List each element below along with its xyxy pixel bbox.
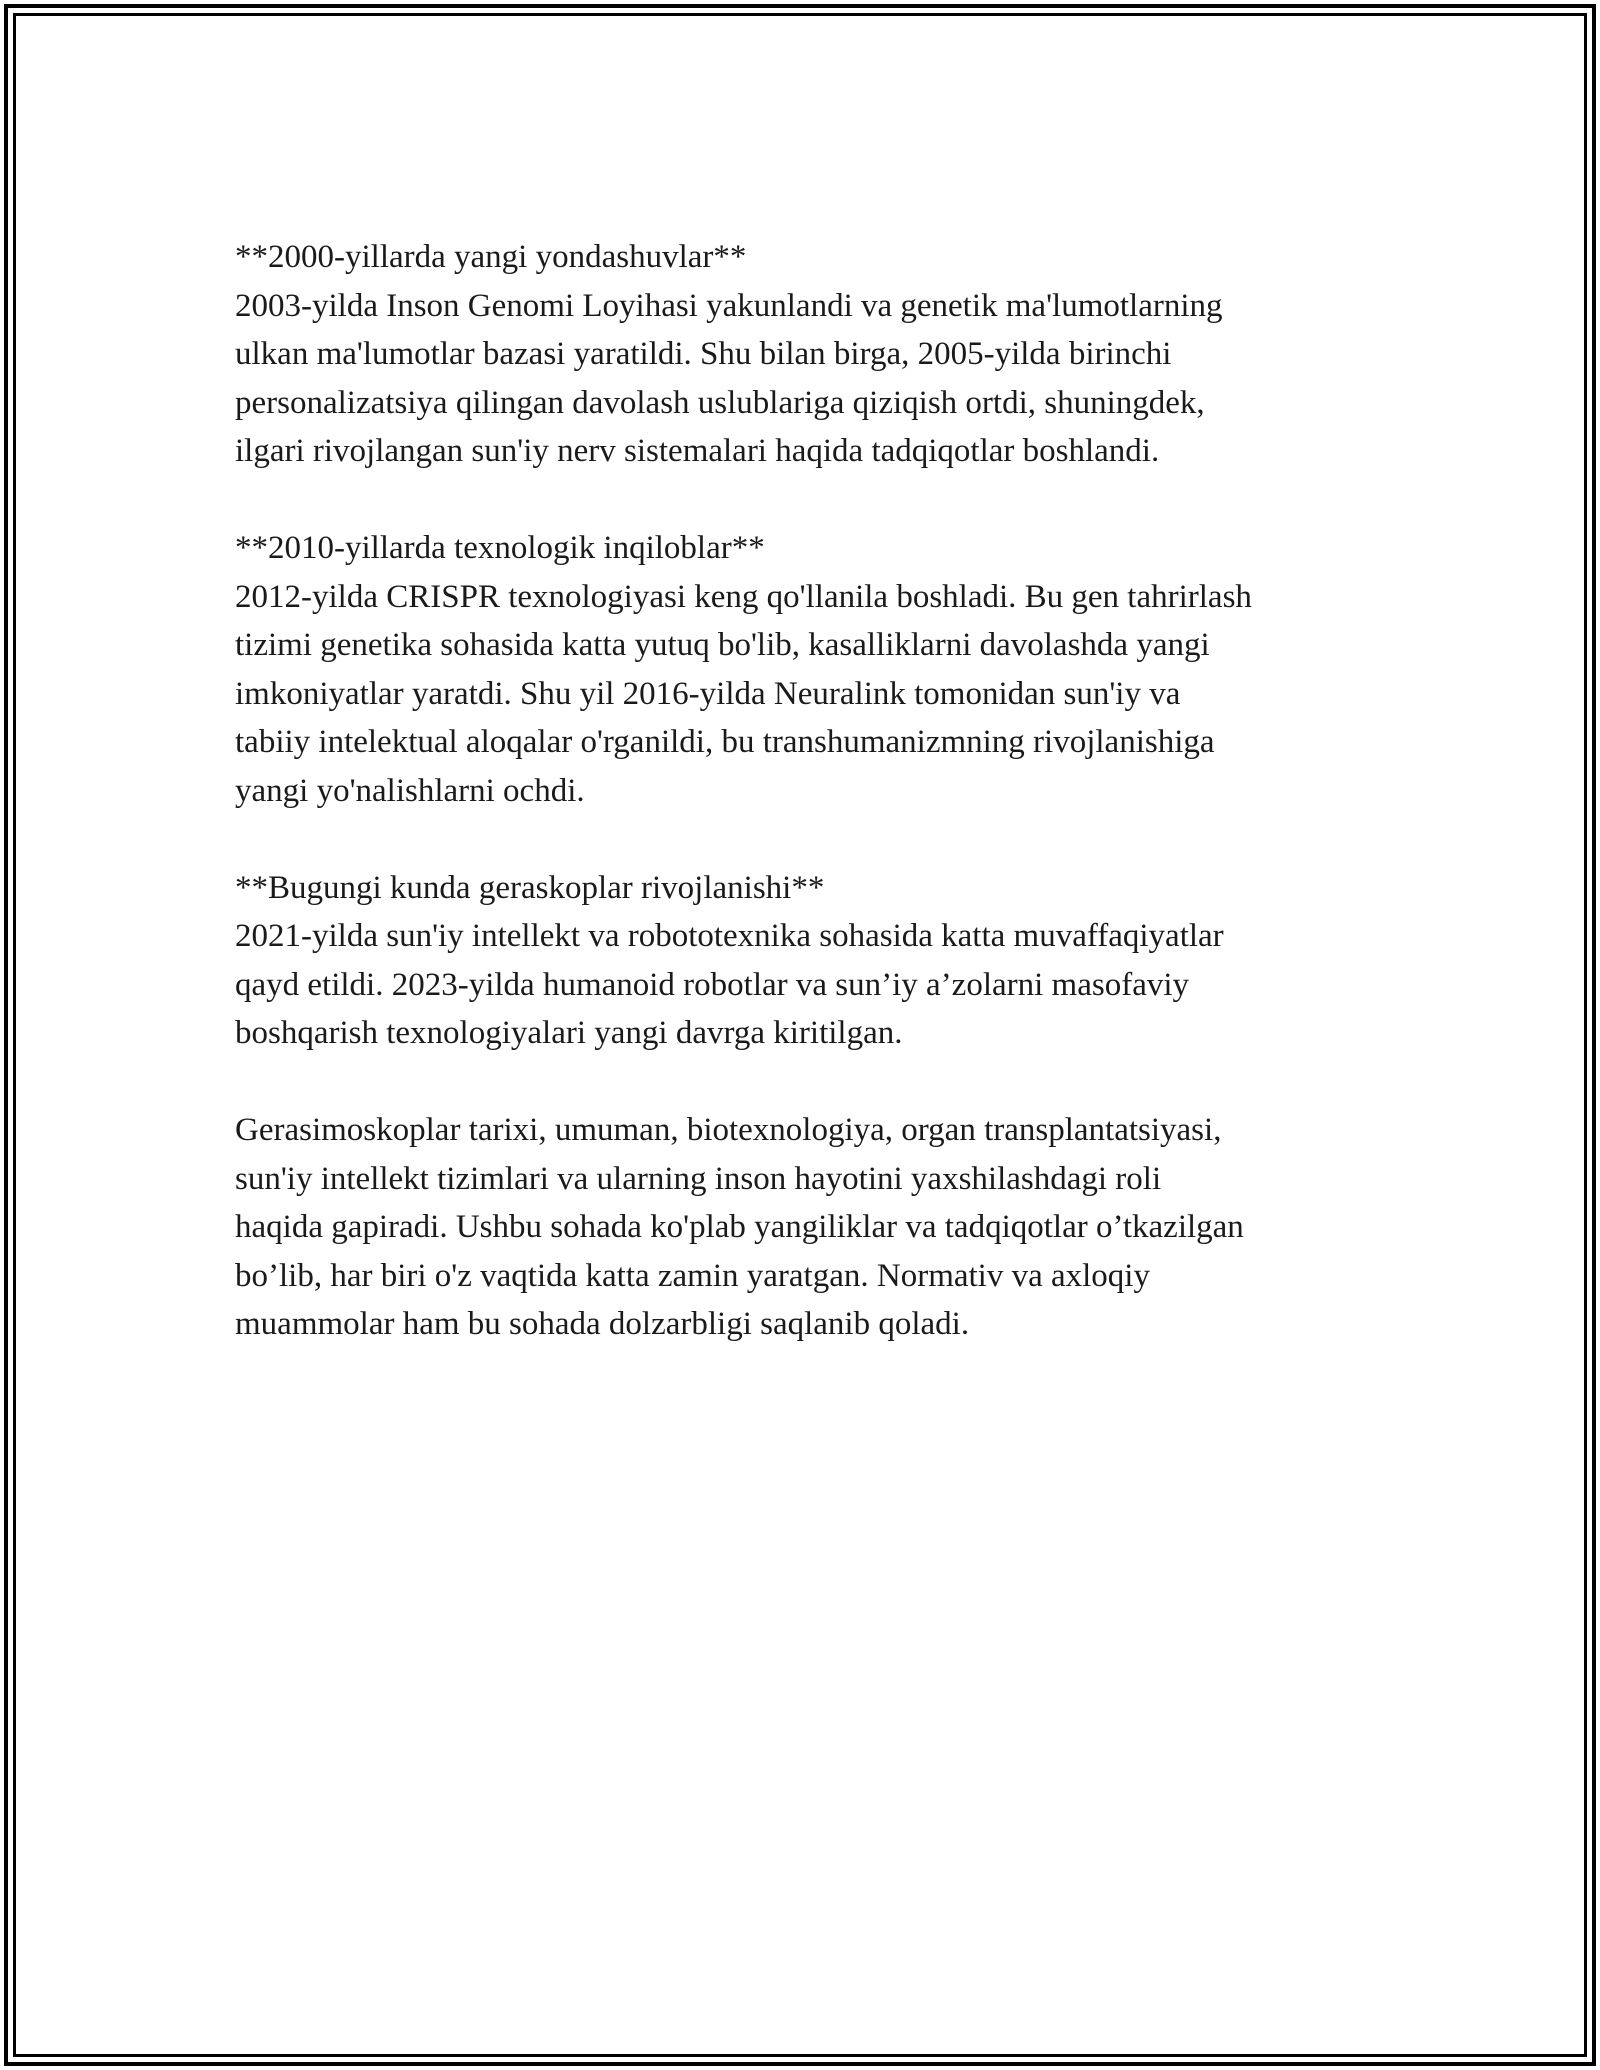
- section-heading: **2000-yillarda yangi yondashuvlar**: [235, 239, 747, 275]
- section-paragraph: 2003-yilda Inson Genomi Loyihasi yakunlandi va genetik ma'lumotlarning ulkan ma'lumotlar bazasi yaratildi. Shu bilan birga, 2005-yilda birinchi personalizatsiya qilingan davolash uslublariga qiziqish ortdi, shuningdek, ilgari rivojlangan sun'iy nerv sistemalari haqida tadqiqotlar boshlandi.: [235, 287, 1223, 469]
- conclusion-paragraph: Gerasimoskoplar tarixi, umuman, biotexnologiya, organ transplantatsiyasi, sun'iy intellekt tizimlari va ularning inson hayotini yaxshilashdagi roli haqida gapiradi. Ushbu sohada ko'plab yangiliklar va tadqiqotlar o’tkazilgan bo’lib, har biri o'z vaqtida katta zamin yaratgan. Normativ va axloqiy muammolar ham bu sohada dolzarbligi saqlanib qoladi.: [235, 1112, 1244, 1342]
- section-conclusion: [235, 1106, 1385, 1349]
- document-body: [235, 233, 1385, 1397]
- section-today: [235, 864, 1385, 1058]
- section-2010s: [235, 524, 1385, 815]
- section-paragraph: 2012-yilda CRISPR texnologiyasi keng qo'llanila boshladi. Bu gen tahrirlash tizimi genetika sohasida katta yutuq bo'lib, kasalliklarni davolashda yangi imkoniyatlar yaratdi. Shu yil 2016-yilda Neuralink tomonidan sun'iy va tabiiy intelektual aloqalar o'rganildi, bu transhumanizmning rivojlanishiga yangi yo'nalishlarni ochdi.: [235, 578, 1252, 809]
- section-heading: **Bugungi kunda geraskoplar rivojlanishi**: [235, 869, 825, 906]
- section-2000s: [235, 233, 1385, 476]
- section-heading: **2010-yillarda texnologik inqiloblar**: [235, 530, 765, 566]
- section-paragraph: 2021-yilda sun'iy intellekt va robototexnika sohasida katta muvaffaqiyatlar qayd etildi. 2023-yilda humanoid robotlar va sun’iy a’zolarni masofaviy boshqarish texnologiyalari yangi davrga kiritilgan.: [235, 918, 1224, 1051]
